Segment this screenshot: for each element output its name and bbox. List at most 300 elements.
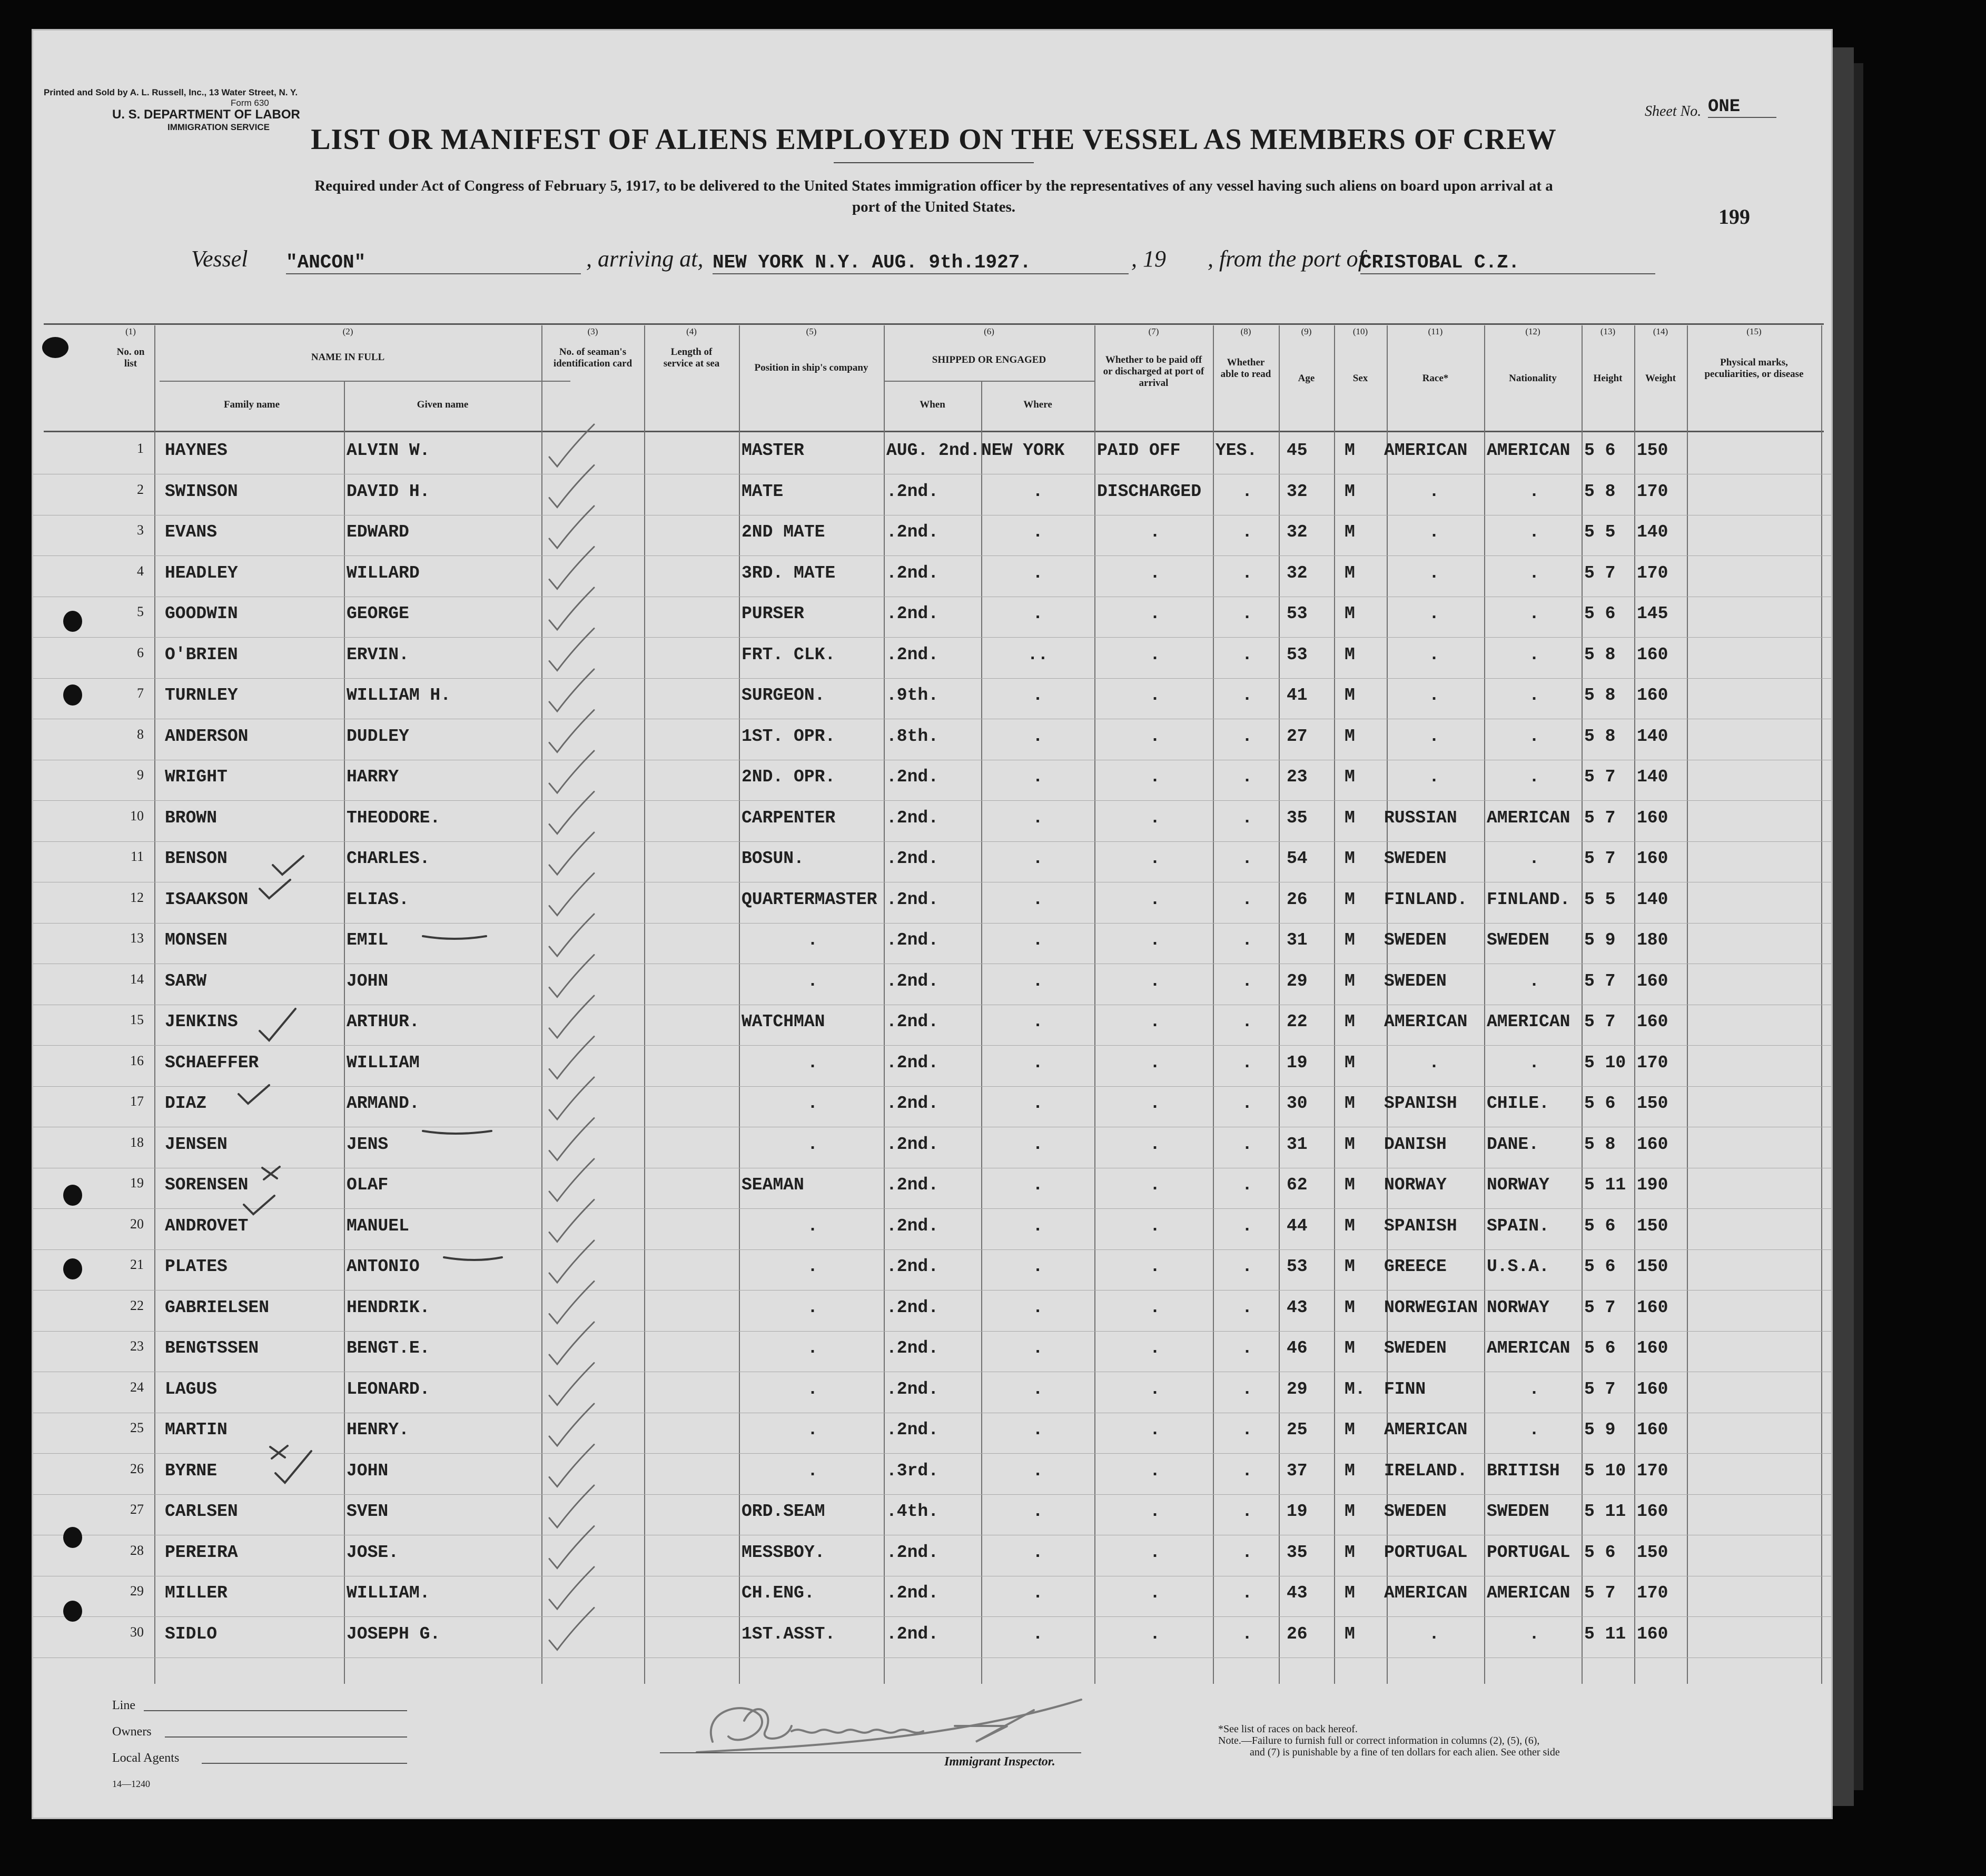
cell-when: .2nd.: [886, 1297, 939, 1317]
cell-race: .: [1429, 726, 1439, 746]
cell-given: ELIAS.: [347, 889, 409, 909]
header-physical-marks: Physical marks, peculiarities, or disease: [1704, 357, 1804, 380]
cell-race: SPANISH: [1384, 1216, 1457, 1236]
cell-no: 20: [130, 1216, 144, 1232]
cell-where: .: [1032, 604, 1043, 623]
cell-given: WILLIAM H.: [347, 686, 451, 705]
cell-weight: 160: [1637, 1420, 1668, 1440]
cell-paid: .: [1150, 1297, 1160, 1317]
cell-read: .: [1242, 644, 1252, 664]
pencil-check: [549, 710, 594, 752]
cell-age: 35: [1287, 1542, 1308, 1562]
binder-hole: [42, 337, 68, 358]
cell-sex: M: [1345, 1134, 1355, 1154]
cell-age: 54: [1287, 849, 1308, 868]
cell-position: .: [807, 1094, 818, 1113]
cell-height: 5 6: [1584, 441, 1616, 460]
cell-height: 5 7: [1584, 971, 1616, 991]
col-num-9: (9): [1301, 326, 1312, 336]
cell-race: GREECE: [1384, 1257, 1447, 1276]
binder-hole: [63, 1258, 82, 1279]
cell-position: .: [807, 1379, 818, 1399]
cell-given: HENRY.: [347, 1420, 409, 1440]
cell-race: .: [1429, 481, 1439, 501]
cell-position: .: [807, 1461, 818, 1481]
cell-weight: 150: [1637, 1542, 1668, 1562]
cell-given: ALVIN W.: [347, 441, 430, 460]
cell-read: .: [1242, 1297, 1252, 1317]
cell-read: .: [1242, 1216, 1252, 1236]
cell-family: HAYNES: [165, 441, 228, 460]
cell-paid: .: [1150, 1583, 1160, 1603]
vessel-name: "ANCON": [286, 252, 581, 274]
cell-age: 19: [1287, 1053, 1308, 1073]
col-num-10: (10): [1352, 326, 1368, 336]
cell-where: .: [1032, 481, 1043, 501]
cell-nationality: .: [1529, 849, 1539, 868]
cell-height: 5 6: [1584, 1338, 1616, 1358]
cell-sex: M.: [1345, 1379, 1366, 1399]
cell-race: AMERICAN: [1384, 1012, 1468, 1031]
cell-nationality: .: [1529, 971, 1539, 991]
cell-weight: 140: [1637, 889, 1668, 909]
cell-paid: .: [1150, 1257, 1160, 1276]
cell-when: .8th.: [886, 726, 939, 746]
cell-read: .: [1242, 1257, 1252, 1276]
cell-read: .: [1242, 1175, 1252, 1195]
cell-given: WILLARD: [347, 563, 420, 583]
cell-weight: 150: [1637, 441, 1668, 460]
col-num-1: (1): [125, 326, 136, 336]
cell-when: .3rd.: [886, 1461, 939, 1481]
cell-where: .: [1032, 1542, 1043, 1562]
cell-family: GOODWIN: [165, 604, 238, 623]
cell-read: .: [1242, 971, 1252, 991]
cell-when: .9th.: [886, 686, 939, 705]
cell-nationality: PORTUGAL: [1487, 1542, 1570, 1562]
pencil-check: [549, 1159, 594, 1201]
col-num-15: (15): [1746, 326, 1762, 336]
cell-weight: 160: [1637, 1502, 1668, 1521]
cell-height: 5 10: [1584, 1053, 1626, 1073]
cell-nationality: U.S.A.: [1487, 1257, 1549, 1276]
cell-family: SARW: [165, 971, 207, 991]
cell-family: MONSEN: [165, 930, 228, 950]
cell-given: DUDLEY: [347, 726, 409, 746]
cell-weight: 170: [1637, 1053, 1668, 1073]
header-name-in-full: NAME IN FULL: [311, 352, 385, 363]
cell-no: 6: [137, 644, 144, 660]
cell-where: .: [1032, 1216, 1043, 1236]
cell-position: .: [807, 1134, 818, 1154]
cell-where: .: [1032, 1134, 1043, 1154]
cell-age: 32: [1287, 563, 1308, 583]
cell-position: .: [807, 971, 818, 991]
footer-agents-rule: [202, 1763, 407, 1764]
cell-position: SEAMAN: [742, 1175, 804, 1195]
cell-paid: .: [1150, 1502, 1160, 1521]
cell-height: 5 10: [1584, 1461, 1626, 1481]
cell-race: AMERICAN: [1384, 1583, 1468, 1603]
cell-where: .: [1032, 1502, 1043, 1521]
pencil-check: [549, 1526, 594, 1569]
cell-nationality: .: [1529, 563, 1539, 583]
cell-nationality: FINLAND.: [1487, 889, 1570, 909]
col-num-11: (11): [1428, 326, 1443, 336]
cell-read: .: [1242, 930, 1252, 950]
cell-height: 5 6: [1584, 1542, 1616, 1562]
cell-nationality: NORWAY: [1487, 1297, 1549, 1317]
cell-when: .2nd.: [886, 1542, 939, 1562]
cell-age: 53: [1287, 1257, 1308, 1276]
cell-height: 5 5: [1584, 889, 1616, 909]
cell-sex: M: [1345, 1583, 1355, 1603]
cell-age: 27: [1287, 726, 1308, 746]
cell-age: 43: [1287, 1297, 1308, 1317]
cell-read: .: [1242, 767, 1252, 787]
cell-family: LAGUS: [165, 1379, 218, 1399]
cell-family: ANDROVET: [165, 1216, 249, 1236]
cell-age: 22: [1287, 1012, 1308, 1031]
cell-paid: .: [1150, 1624, 1160, 1644]
cell-no: 5: [137, 604, 144, 619]
cell-paid: .: [1150, 849, 1160, 868]
cell-height: 5 7: [1584, 1379, 1616, 1399]
cell-paid: .: [1150, 1216, 1160, 1236]
cell-when: .2nd.: [886, 1216, 939, 1236]
cell-age: 30: [1287, 1094, 1308, 1113]
cell-when: .2nd.: [886, 1257, 939, 1276]
cell-where: .: [1032, 1175, 1043, 1195]
footer-line-label: Line: [112, 1699, 135, 1712]
cell-given: JOSE.: [347, 1542, 399, 1562]
cell-position: 2ND. OPR.: [742, 767, 836, 787]
cell-height: 5 8: [1584, 481, 1616, 501]
cell-read: .: [1242, 481, 1252, 501]
col-num-3: (3): [587, 326, 598, 336]
cell-position: .: [807, 1297, 818, 1317]
cell-sex: M: [1345, 1542, 1355, 1562]
cell-where: .: [1032, 1338, 1043, 1358]
cell-race: .: [1429, 563, 1439, 583]
col-num-6: (6): [984, 326, 994, 336]
cell-nationality: .: [1529, 726, 1539, 746]
cell-race: SWEDEN: [1384, 930, 1447, 950]
cell-read: .: [1242, 686, 1252, 705]
subtitle-line-1: Required under Act of Congress of February 5, 1917, to be delivered to the United States immigration officer by the representatives of any vessel having such aliens on board upon arrival at a: [314, 177, 1553, 194]
cell-family: MILLER: [165, 1583, 228, 1603]
cell-nationality: AMERICAN: [1487, 1338, 1570, 1358]
pencil-check: [549, 1485, 594, 1527]
cell-read: .: [1242, 1134, 1252, 1154]
cell-sex: M: [1345, 1338, 1355, 1358]
pencil-check: [549, 955, 594, 997]
header-where: Where: [1023, 399, 1052, 410]
cell-position: 2ND MATE: [742, 522, 825, 542]
cell-no: 10: [130, 808, 144, 823]
cell-position: .: [807, 1216, 818, 1236]
cell-race: .: [1429, 522, 1439, 542]
cell-no: 9: [137, 767, 144, 782]
cell-height: 5 9: [1584, 1420, 1616, 1440]
cell-given: WILLIAM: [347, 1053, 420, 1073]
cell-sex: M: [1345, 441, 1355, 460]
cell-read: .: [1242, 1338, 1252, 1358]
cell-read: .: [1242, 726, 1252, 746]
pencil-check-marks: [33, 31, 1833, 1819]
cell-height: 5 7: [1584, 849, 1616, 868]
cell-weight: 160: [1637, 644, 1668, 664]
cell-given: WILLIAM.: [347, 1583, 430, 1603]
header-given-name: Given name: [417, 399, 469, 410]
cell-read: .: [1242, 604, 1252, 623]
cell-race: IRELAND.: [1384, 1461, 1468, 1481]
header-when: When: [920, 399, 945, 410]
service-label: IMMIGRATION SERVICE: [167, 122, 270, 132]
cell-where: .: [1032, 563, 1043, 583]
cell-nationality: .: [1529, 1624, 1539, 1644]
cell-race: PORTUGAL: [1384, 1542, 1468, 1562]
cell-nationality: .: [1529, 686, 1539, 705]
sheet-label: Sheet No.: [1645, 103, 1702, 120]
cell-read: .: [1242, 1461, 1252, 1481]
cell-position: PURSER: [742, 604, 804, 623]
pencil-check: [549, 996, 594, 1038]
pencil-check: [549, 1077, 594, 1119]
cell-read: .: [1242, 849, 1252, 868]
header-weight: Weight: [1645, 373, 1676, 384]
cell-when: .2nd.: [886, 1624, 939, 1644]
cell-when: .2nd.: [886, 1175, 939, 1195]
cell-family: BYRNE: [165, 1461, 218, 1481]
note-failure: Note.—Failure to furnish full or correct information in columns (2), (5), (6),: [1218, 1735, 1540, 1746]
cell-given: ARTHUR.: [347, 1012, 420, 1031]
cell-age: 26: [1287, 889, 1308, 909]
cell-family: BROWN: [165, 808, 218, 828]
cell-nationality: CHILE.: [1487, 1094, 1549, 1113]
cell-nationality: SPAIN.: [1487, 1216, 1549, 1236]
cell-height: 5 9: [1584, 930, 1616, 950]
cell-height: 5 7: [1584, 767, 1616, 787]
cell-when: .2nd.: [886, 889, 939, 909]
cell-sex: M: [1345, 563, 1355, 583]
cell-sex: M: [1345, 686, 1355, 705]
cell-position: QUARTERMASTER: [742, 889, 877, 909]
from-label: , from the port of: [1208, 246, 1365, 272]
cell-nationality: AMERICAN: [1487, 808, 1570, 828]
page-number: 199: [1718, 205, 1750, 229]
cell-paid: .: [1150, 971, 1160, 991]
cell-position: .: [807, 1420, 818, 1440]
cell-given: HARRY: [347, 767, 399, 787]
cell-given: DAVID H.: [347, 481, 430, 501]
cell-no: 30: [130, 1624, 144, 1640]
header-age: Age: [1298, 373, 1315, 384]
cell-where: .: [1032, 686, 1043, 705]
cell-weight: 150: [1637, 1216, 1668, 1236]
col-num-13: (13): [1600, 326, 1616, 336]
cell-nationality: SWEDEN: [1487, 1502, 1549, 1521]
cell-nationality: .: [1529, 1379, 1539, 1399]
cell-weight: 150: [1637, 1094, 1668, 1113]
cell-paid: PAID OFF: [1097, 441, 1181, 460]
header-length-service: Length of service at sea: [663, 346, 720, 369]
cell-paid: .: [1150, 1338, 1160, 1358]
cell-race: AMERICAN: [1384, 1420, 1468, 1440]
cell-when: .2nd.: [886, 1134, 939, 1154]
cell-when: .2nd.: [886, 1012, 939, 1031]
cell-where: .: [1032, 808, 1043, 828]
cell-when: .2nd.: [886, 1583, 939, 1603]
cell-nationality: .: [1529, 644, 1539, 664]
cell-paid: .: [1150, 1542, 1160, 1562]
cell-sex: M: [1345, 644, 1355, 664]
cell-family: DIAZ: [165, 1094, 207, 1113]
cell-given: THEODORE.: [347, 808, 441, 828]
header-no-on-list: No. on list: [116, 346, 145, 369]
inspector-label: Immigrant Inspector.: [944, 1755, 1055, 1769]
cell-no: 27: [130, 1502, 144, 1517]
cell-no: 11: [130, 849, 144, 864]
cell-family: JENSEN: [165, 1134, 228, 1154]
cell-height: 5 7: [1584, 1012, 1616, 1031]
cell-when: .2nd.: [886, 481, 939, 501]
cell-race: SWEDEN: [1384, 1502, 1447, 1521]
year-label: , 19: [1131, 246, 1166, 272]
cell-no: 21: [130, 1257, 144, 1272]
cell-given: OLAF: [347, 1175, 389, 1195]
pencil-check: [549, 1608, 594, 1650]
cell-position: 1ST.ASST.: [742, 1624, 836, 1644]
pencil-check: [549, 1567, 594, 1609]
cell-age: 53: [1287, 644, 1308, 664]
cell-given: ERVIN.: [347, 644, 409, 664]
cell-given: BENGT.E.: [347, 1338, 430, 1358]
cell-no: 2: [137, 481, 144, 497]
header-sex: Sex: [1352, 373, 1368, 384]
cell-age: 25: [1287, 1420, 1308, 1440]
cell-age: 62: [1287, 1175, 1308, 1195]
cell-sex: M: [1345, 522, 1355, 542]
footer-owners-rule: [165, 1736, 407, 1738]
cell-weight: 190: [1637, 1175, 1668, 1195]
cell-weight: 170: [1637, 1461, 1668, 1481]
cell-nationality: SWEDEN: [1487, 930, 1549, 950]
cell-when: .2nd.: [886, 849, 939, 868]
cell-height: 5 11: [1584, 1624, 1626, 1644]
cell-read: .: [1242, 563, 1252, 583]
footer-owners-label: Owners: [112, 1725, 152, 1739]
pencil-check: [549, 1445, 594, 1487]
cell-height: 5 11: [1584, 1502, 1626, 1521]
cell-read: .: [1242, 1583, 1252, 1603]
cell-no: 1: [137, 441, 144, 456]
cell-where: .: [1032, 971, 1043, 991]
pencil-check: [549, 1322, 594, 1364]
cell-read: .: [1242, 1053, 1252, 1073]
cell-height: 5 6: [1584, 604, 1616, 623]
cell-paid: .: [1150, 1053, 1160, 1073]
cell-sex: M: [1345, 1297, 1355, 1317]
cell-age: 44: [1287, 1216, 1308, 1236]
pencil-check: [549, 424, 594, 466]
cell-family: ANDERSON: [165, 726, 249, 746]
arriving-value: NEW YORK N.Y. AUG. 9th.1927.: [713, 252, 1129, 274]
cell-family: PLATES: [165, 1257, 228, 1276]
binder-hole: [63, 611, 82, 632]
cell-no: 24: [130, 1379, 144, 1395]
cell-weight: 160: [1637, 686, 1668, 705]
footer-line-rule: [144, 1710, 407, 1711]
cell-weight: 150: [1637, 1257, 1668, 1276]
arriving-label: , arriving at,: [586, 246, 704, 272]
cell-weight: 170: [1637, 563, 1668, 583]
binder-hole: [63, 1527, 82, 1548]
cell-family: GABRIELSEN: [165, 1297, 270, 1317]
cell-weight: 160: [1637, 971, 1668, 991]
cell-read: .: [1242, 1624, 1252, 1644]
cell-read: .: [1242, 1502, 1252, 1521]
cell-weight: 160: [1637, 808, 1668, 828]
pencil-check: [549, 1282, 594, 1324]
pencil-check: [549, 1037, 594, 1079]
cell-where: .: [1032, 767, 1043, 787]
cell-family: BENSON: [165, 849, 228, 868]
page-edge-shadow: [1833, 47, 1854, 1806]
cell-position: WATCHMAN: [742, 1012, 825, 1031]
pencil-check: [549, 1404, 594, 1446]
cell-family: SORENSEN: [165, 1175, 249, 1195]
cell-age: 29: [1287, 1379, 1308, 1399]
pencil-check: [549, 465, 594, 508]
cell-paid: .: [1150, 726, 1160, 746]
cell-height: 5 11: [1584, 1175, 1626, 1195]
cell-position: MATE: [742, 481, 784, 501]
cell-read: .: [1242, 1542, 1252, 1562]
cell-sex: M: [1345, 849, 1355, 868]
header-paid-off: Whether to be paid off or discharged at port of arrival: [1103, 354, 1204, 389]
pencil-check: [549, 1200, 594, 1242]
vessel-label: Vessel: [191, 246, 248, 272]
pencil-check: [549, 588, 594, 630]
cell-age: 19: [1287, 1502, 1308, 1521]
cell-paid: .: [1150, 930, 1160, 950]
cell-no: 7: [137, 686, 144, 701]
footer-agents-label: Local Agents: [112, 1751, 180, 1765]
cell-height: 5 8: [1584, 644, 1616, 664]
binder-hole: [63, 1601, 82, 1622]
cell-sex: M: [1345, 481, 1355, 501]
cell-family: ISAAKSON: [165, 889, 249, 909]
cell-no: 16: [130, 1053, 144, 1068]
cell-position: FRT. CLK.: [742, 644, 836, 664]
cell-position: BOSUN.: [742, 849, 804, 868]
pencil-check: [549, 832, 594, 875]
cell-height: 5 5: [1584, 522, 1616, 542]
cell-when: .2nd.: [886, 604, 939, 623]
cell-paid: .: [1150, 889, 1160, 909]
cell-read: .: [1242, 1094, 1252, 1113]
cell-race: SWEDEN: [1384, 849, 1447, 868]
pencil-check: [549, 792, 594, 834]
cell-nationality: .: [1529, 1420, 1539, 1440]
cell-nationality: BRITISH: [1487, 1461, 1560, 1481]
cell-when: .2nd.: [886, 522, 939, 542]
cell-sex: M: [1345, 1624, 1355, 1644]
cell-no: 4: [137, 563, 144, 579]
inspector-signature: [681, 1689, 1129, 1763]
cell-where: .: [1032, 1420, 1043, 1440]
